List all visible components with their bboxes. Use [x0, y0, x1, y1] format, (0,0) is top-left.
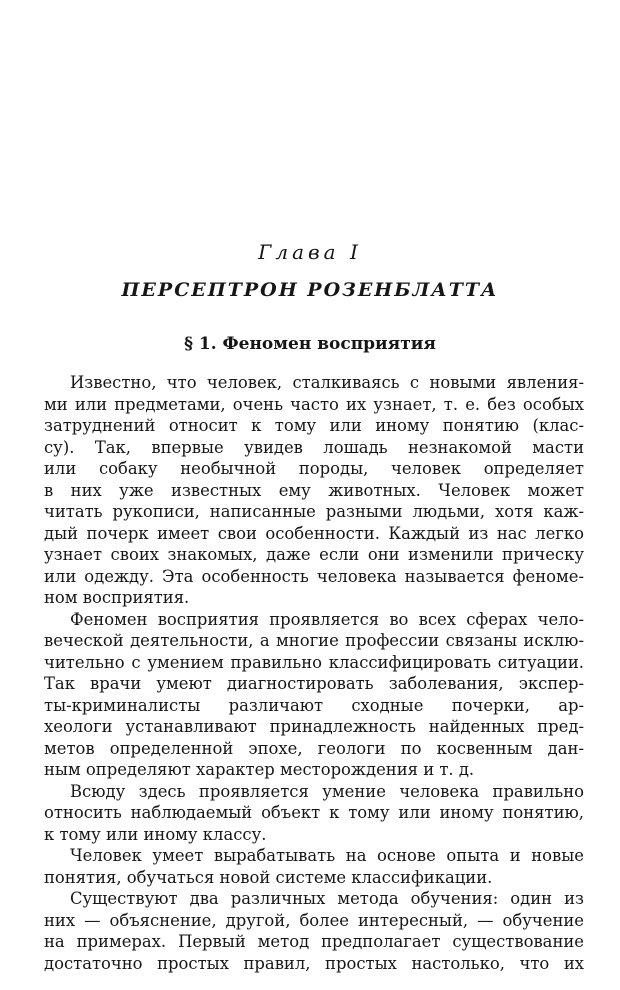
text-line: ным определяют характер месторождения и т. д. — [44, 760, 475, 779]
text-line: метов определенной эпохе, геологи по косвенным дан- — [44, 738, 584, 758]
text-line: затруднений относит к тому или иному понятию (клас- — [44, 416, 584, 435]
text-line: узнает своих знакомых, даже если они изменили прическу — [44, 545, 584, 564]
text-line: на примерах. Первый метод предполагает существование — [44, 932, 584, 951]
text-line: к тому или иному классу. — [44, 824, 267, 844]
text-line: в них уже известных ему животных. Человек может — [44, 480, 584, 500]
text-line: достаточно простых правил, простых настолько, что их — [44, 953, 584, 973]
section-title: § 1. Феномен восприятия — [184, 334, 436, 354]
text-line: них — объяснение, другой, более интересный, — обучение — [44, 910, 584, 930]
text-line: понятия, обучаться новой системе классификации. — [44, 867, 493, 887]
text-line: чительно с умением правильно классифицировать ситуации. — [44, 652, 584, 672]
text-line: или одежду. Эта особенность человека называется феноме- — [44, 566, 584, 586]
text-line: Существуют два различных метода обучения: один из — [70, 889, 584, 908]
text-line: дый почерк имеет свои особенности. Каждый из нас легко — [44, 523, 584, 543]
text-line: ми или предметами, очень часто их узнает, т. е. без особых — [44, 394, 584, 414]
chapter-label: Глава I — [258, 240, 362, 264]
text-line: Человек умеет вырабатывать на основе опыта и новые — [70, 846, 584, 865]
text-line: ты-криминалисты различают сходные почерки, ар- — [44, 695, 584, 715]
text-line: Так врачи умеют диагностировать заболевания, экспер- — [44, 674, 584, 693]
text-line: Всюду здесь проявляется умение человека правильно — [70, 781, 584, 801]
text-line: Известно, что человек, сталкиваясь с новыми явления- — [70, 373, 584, 392]
body-text — [44, 372, 584, 974]
chapter-title: ПЕРСЕПТРОН РОЗЕНБЛАТТА — [121, 279, 499, 301]
text-line: относить наблюдаемый объект к тому или иному понятию, — [44, 803, 584, 822]
text-line: ном восприятия. — [44, 588, 190, 607]
text-line: веческой деятельности, а многие профессии связаны исклю- — [44, 631, 584, 650]
text-line: хеологи устанавливают принадлежность найденных пред- — [44, 717, 584, 736]
text-line: су). Так, впервые увидев лошадь незнакомой масти — [44, 437, 584, 457]
text-line: или собаку необычной породы, человек определяет — [44, 459, 584, 478]
text-line: читать рукописи, написанные разными людьми, хотя каж- — [44, 502, 584, 521]
text-line: Феномен восприятия проявляется во всех сферах чело- — [70, 609, 584, 629]
